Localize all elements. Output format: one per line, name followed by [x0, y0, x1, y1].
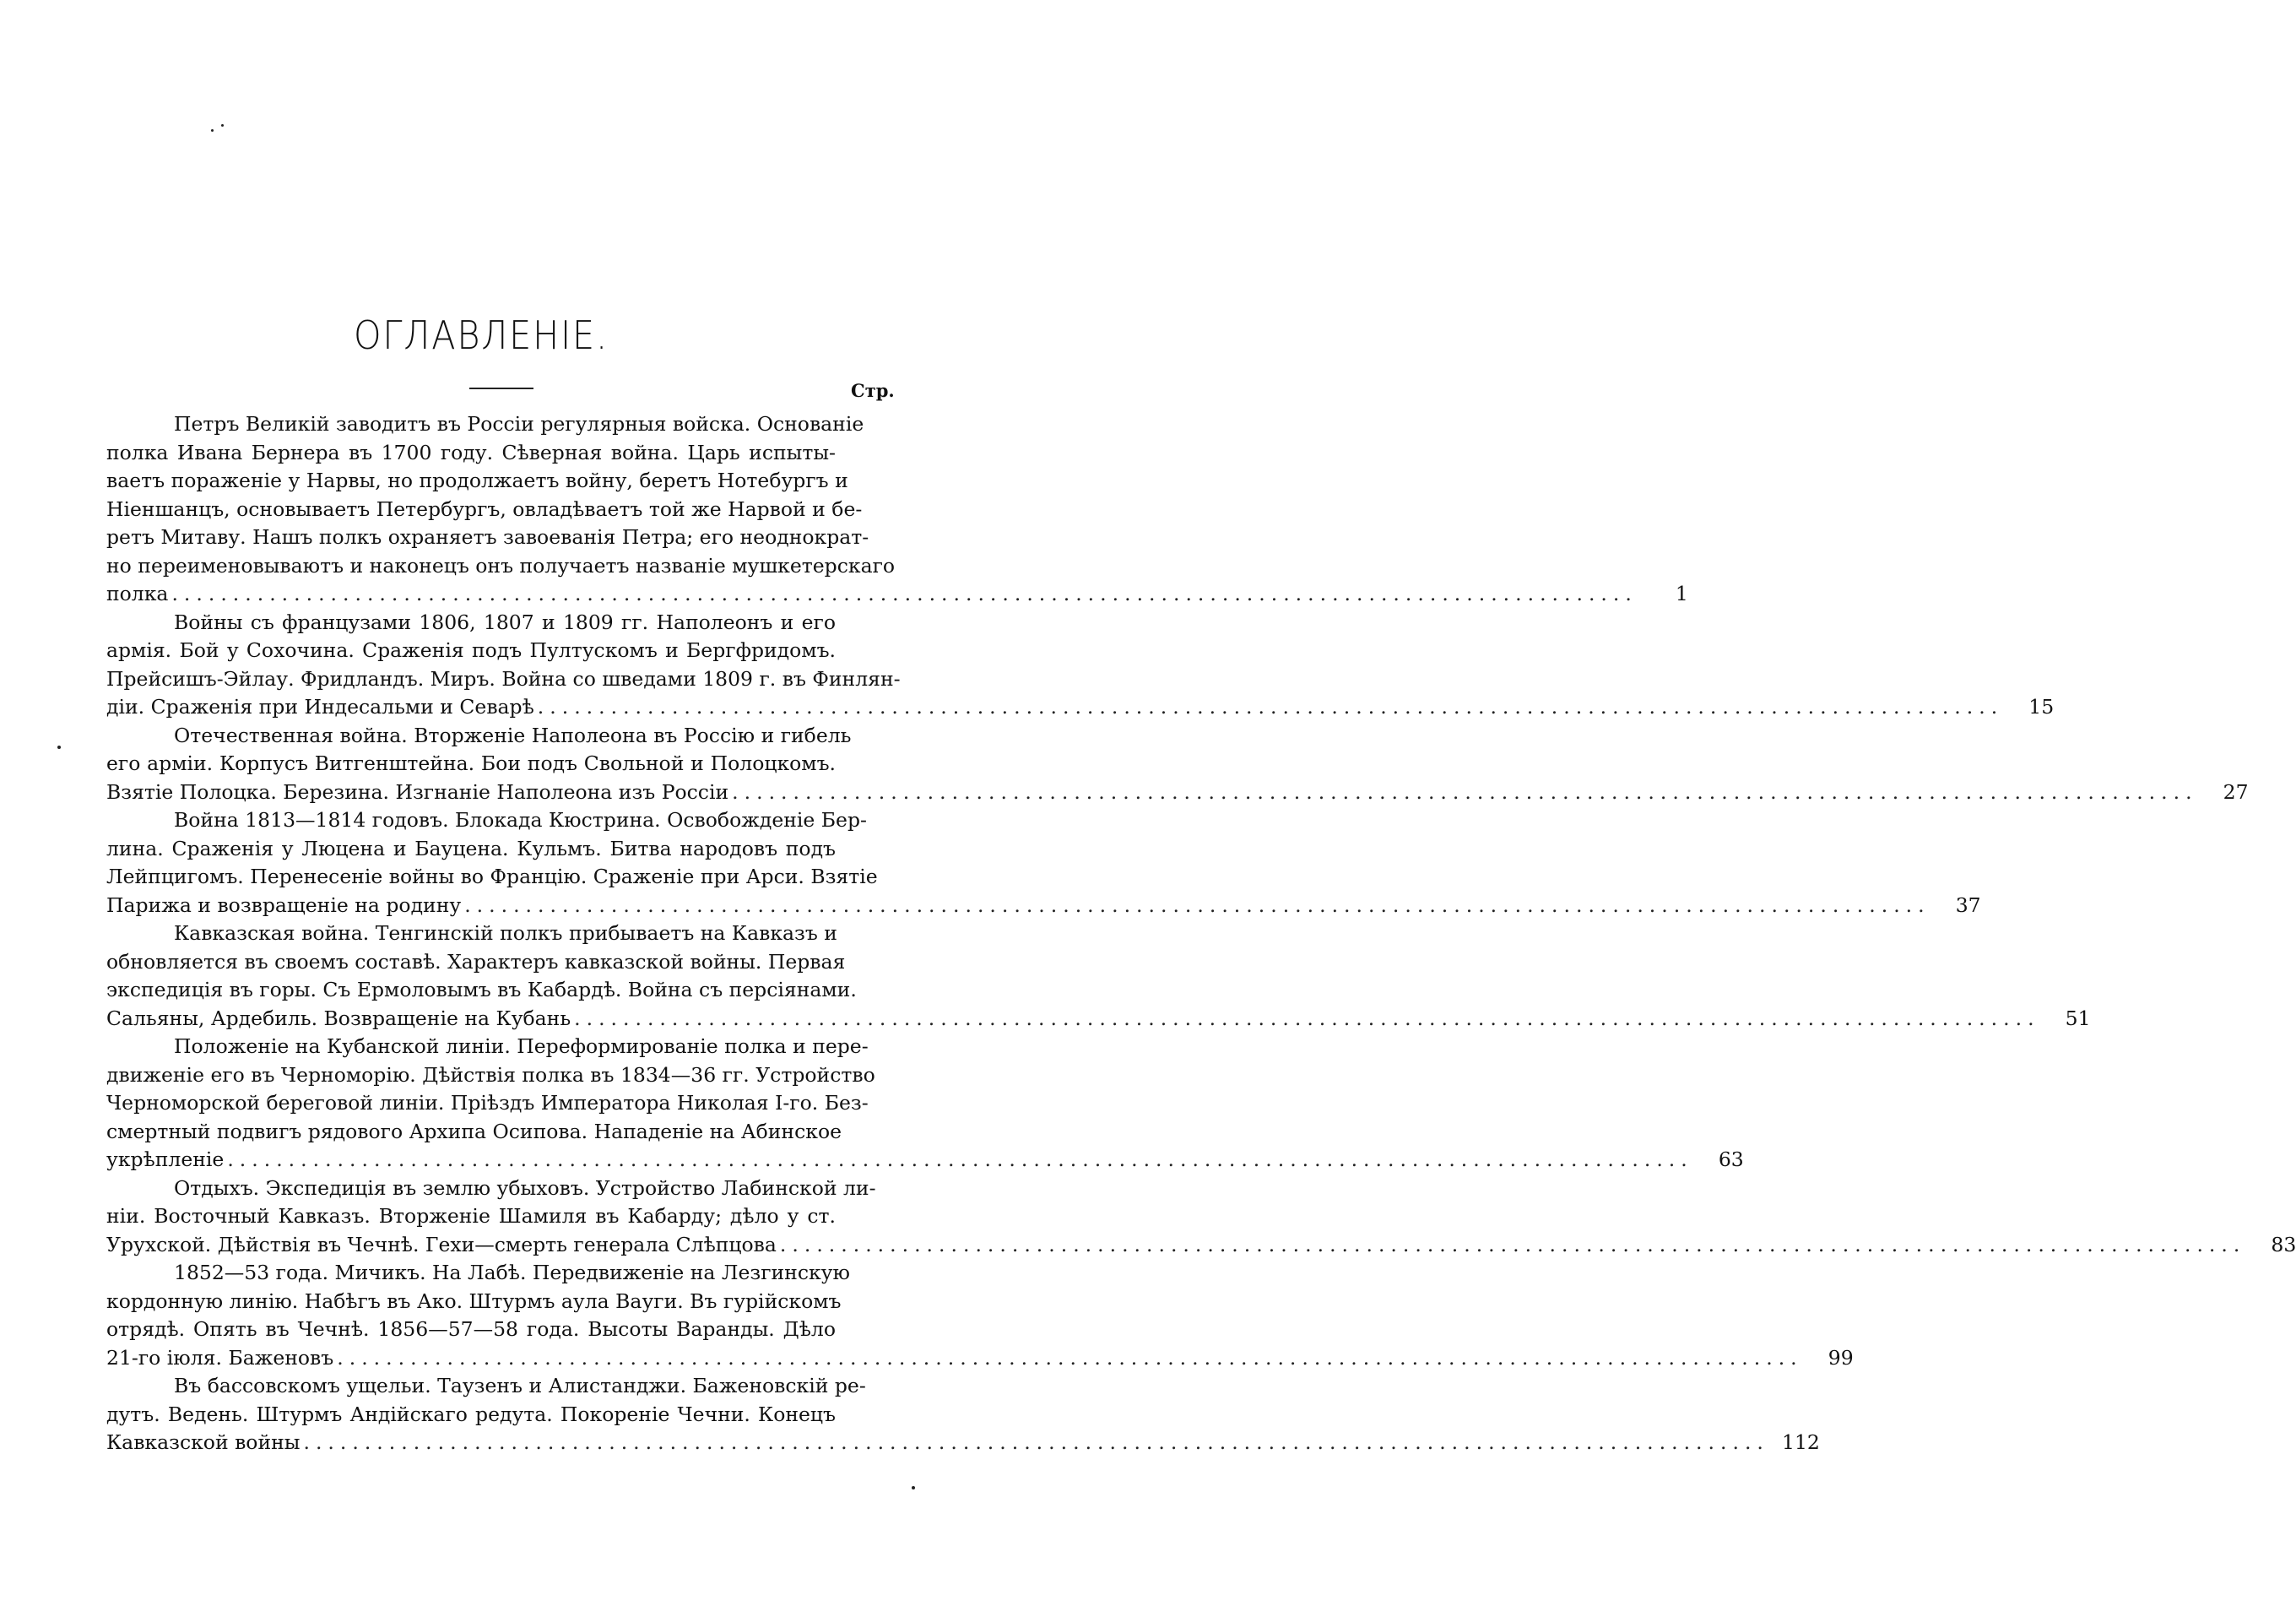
toc-entry-line: Положеніе на Кубанской линіи. Переформированіе полка и пере- — [174, 1034, 869, 1058]
dot-leader: ........................................................................................................................ — [537, 695, 2004, 719]
print-speck — [912, 1486, 915, 1489]
toc-entry-line: Войны съ французами 1806, 1807 и 1809 гг. Наполеонъ и его — [174, 610, 836, 634]
toc-entry-line: полка Ивана Бернера въ 1700 году. Сѣверная война. Царь испыты- — [106, 440, 836, 464]
toc-entry-text: Взятіе Полоцка. Березина. Изгнаніе Наполеона изъ Россіи — [106, 779, 729, 804]
toc-entry-text: Кавказской войны — [106, 1430, 301, 1454]
toc-entry-line: его арміи. Корпусъ Витгенштейна. Бои подъ Свольной и Полоцкомъ. — [106, 751, 836, 775]
dot-leader: ........................................................................................................................ — [732, 779, 2198, 804]
page-number[interactable]: 15 — [2028, 695, 2055, 719]
page-title: ОГЛАВЛЕНІЕ. — [354, 312, 609, 358]
toc-entry-text: укрѣпленіе — [106, 1148, 225, 1171]
toc-entry-line: отрядѣ. Опять въ Чечнѣ. 1856—57—58 года. Высоты Варанды. Дѣло — [106, 1317, 836, 1341]
print-speck — [221, 124, 224, 127]
toc-entry-line: дутъ. Ведень. Штурмъ Андійскаго редута. Покореніе Чечни. Конецъ — [106, 1402, 836, 1426]
toc-entry-text: Сальяны, Ардебиль. Возвращеніе на Кубань — [106, 1006, 571, 1030]
toc-entry-last-line — [106, 779, 2249, 807]
toc-entry-last-line — [106, 1344, 1854, 1373]
toc-entry[interactable] — [106, 1033, 1744, 1175]
toc-entry-line: движеніе его въ Черноморію. Дѣйствія полка въ 1834—36 гг. Устройство — [106, 1062, 875, 1087]
toc-entry-line: Петръ Великій заводитъ въ Россіи регулярныя войска. Основаніе — [174, 412, 864, 436]
print-speck — [211, 129, 214, 132]
toc-entry-text: 21-го іюля. Баженовъ — [106, 1345, 334, 1370]
toc-entry[interactable] — [106, 410, 1688, 609]
toc-entry-line: 1852—53 года. Мичикъ. На Лабѣ. Передвиженіе на Лезгинскую — [174, 1261, 850, 1284]
toc-entry-text: Урухской. Дѣйствія въ Чечнѣ. Гехи—смерть генерала Слѣпцова — [106, 1232, 777, 1256]
toc-entry-line: обновляется въ своемъ составѣ. Характеръ кавказской войны. Первая — [106, 949, 846, 974]
toc-entry[interactable] — [106, 1175, 2296, 1260]
toc-entry-line: Война 1813—1814 годовъ. Блокада Кюстрина. Освобожденіе Бер- — [174, 808, 867, 832]
toc-entry-line: Черноморской береговой линіи. Пріѣздъ Императора Николая I-го. Без- — [106, 1091, 869, 1115]
dot-leader: ........................................................................................................................ — [574, 1006, 2040, 1030]
table-of-contents — [106, 410, 2296, 1457]
toc-entry-line: кордонную линію. Набѣгъ въ Ако. Штурмъ аула Вауги. Въ гурійскомъ — [106, 1289, 842, 1313]
toc-entry-last-line — [106, 580, 1688, 609]
page-number[interactable]: 63 — [1718, 1148, 1744, 1171]
toc-entry-line: ретъ Митаву. Нашъ полкъ охраняетъ завоеванія Петра; его неоднократ- — [106, 525, 869, 549]
toc-entry[interactable] — [106, 1372, 1820, 1457]
toc-entry[interactable] — [106, 1259, 1854, 1372]
toc-entry-line: но переименовываютъ и наконецъ онъ получаетъ названіе мушкетерскаго — [106, 553, 896, 578]
toc-entry-last-line — [106, 1005, 2091, 1034]
toc-entry-line: ваетъ пораженіе у Нарвы, но продолжаетъ войну, беретъ Нотебургъ и — [106, 469, 848, 492]
toc-entry-text: Парижа и возвращеніе на родину — [106, 893, 462, 917]
toc-entry-line: Отечественная война. Вторженіе Наполеона въ Россію и гибель — [174, 723, 852, 747]
toc-entry-text: діи. Сраженія при Индесальми и Севарѣ — [106, 695, 534, 719]
toc-entry-line: ніи. Восточный Кавказъ. Вторженіе Шамиля въ Кабарду; дѣло у ст. — [106, 1204, 836, 1228]
toc-entry-last-line — [106, 693, 2055, 722]
toc-entry-last-line — [106, 1231, 2296, 1260]
toc-entry-line: экспедиція въ горы. Съ Ермоловымъ въ Кабардѣ. Война съ персіянами. — [106, 978, 857, 1001]
dot-leader: ........................................................................................................................ — [779, 1232, 2246, 1256]
page-number[interactable]: 99 — [1828, 1345, 1854, 1370]
toc-entry-line: Отдыхъ. Экспедиція въ землю убыховъ. Устройство Лабинской ли- — [174, 1175, 876, 1200]
toc-entry[interactable] — [106, 609, 2055, 722]
dot-leader: ........................................................................................................................ — [464, 893, 1930, 917]
dot-leader: ........................................................................................................................ — [337, 1345, 1803, 1370]
page-number[interactable]: 112 — [1782, 1430, 1820, 1454]
page-number[interactable]: 83 — [2271, 1232, 2296, 1256]
toc-entry-last-line — [106, 1429, 1820, 1457]
toc-entry-line: лина. Сраженія у Люцена и Бауцена. Кульмъ. Битва народовъ подъ — [106, 836, 836, 860]
page-number[interactable]: 1 — [1675, 582, 1688, 605]
dot-leader: ........................................................................................................................ — [303, 1430, 1769, 1454]
dot-leader: ........................................................................................................................ — [171, 582, 1638, 605]
page-number[interactable]: 27 — [2223, 779, 2249, 804]
toc-entry-text: полка — [106, 582, 169, 605]
toc-entry-line: смертный подвигъ рядового Архипа Осипова. Нападеніе на Абинское — [106, 1119, 842, 1143]
page-number[interactable]: 37 — [1955, 893, 1981, 917]
toc-entry-line: Въ бассовскомъ ущельи. Таузенъ и Алистанджи. Баженовскій ре- — [174, 1374, 866, 1397]
toc-entry-last-line — [106, 892, 1981, 920]
page-column-header: Стр. — [851, 380, 895, 401]
toc-entry[interactable] — [106, 722, 2249, 807]
toc-entry-line: Прейсишъ-Эйлау. Фридландъ. Миръ. Война со шведами 1809 г. въ Финлян- — [106, 666, 901, 691]
toc-entry-line: Ніеншанцъ, основываетъ Петербургъ, овладѣваетъ той же Нарвой и бе- — [106, 496, 863, 521]
toc-entry-line: Лейпцигомъ. Перенесеніе войны во Францію. Сраженіе при Арси. Взятіе — [106, 865, 878, 888]
toc-entry[interactable] — [106, 920, 2091, 1033]
toc-entry-line: Кавказская война. Тенгинскій полкъ прибываетъ на Кавказъ и — [174, 921, 837, 945]
toc-entry-last-line — [106, 1146, 1744, 1175]
toc-entry[interactable] — [106, 806, 1981, 920]
toc-entry-line: армія. Бой у Сохочина. Сраженія подъ Пултускомъ и Бергфридомъ. — [106, 638, 836, 662]
title-rule — [469, 388, 533, 389]
print-speck — [57, 746, 61, 749]
dot-leader: ........................................................................................................................ — [227, 1148, 1693, 1171]
page-number[interactable]: 51 — [2065, 1006, 2091, 1030]
